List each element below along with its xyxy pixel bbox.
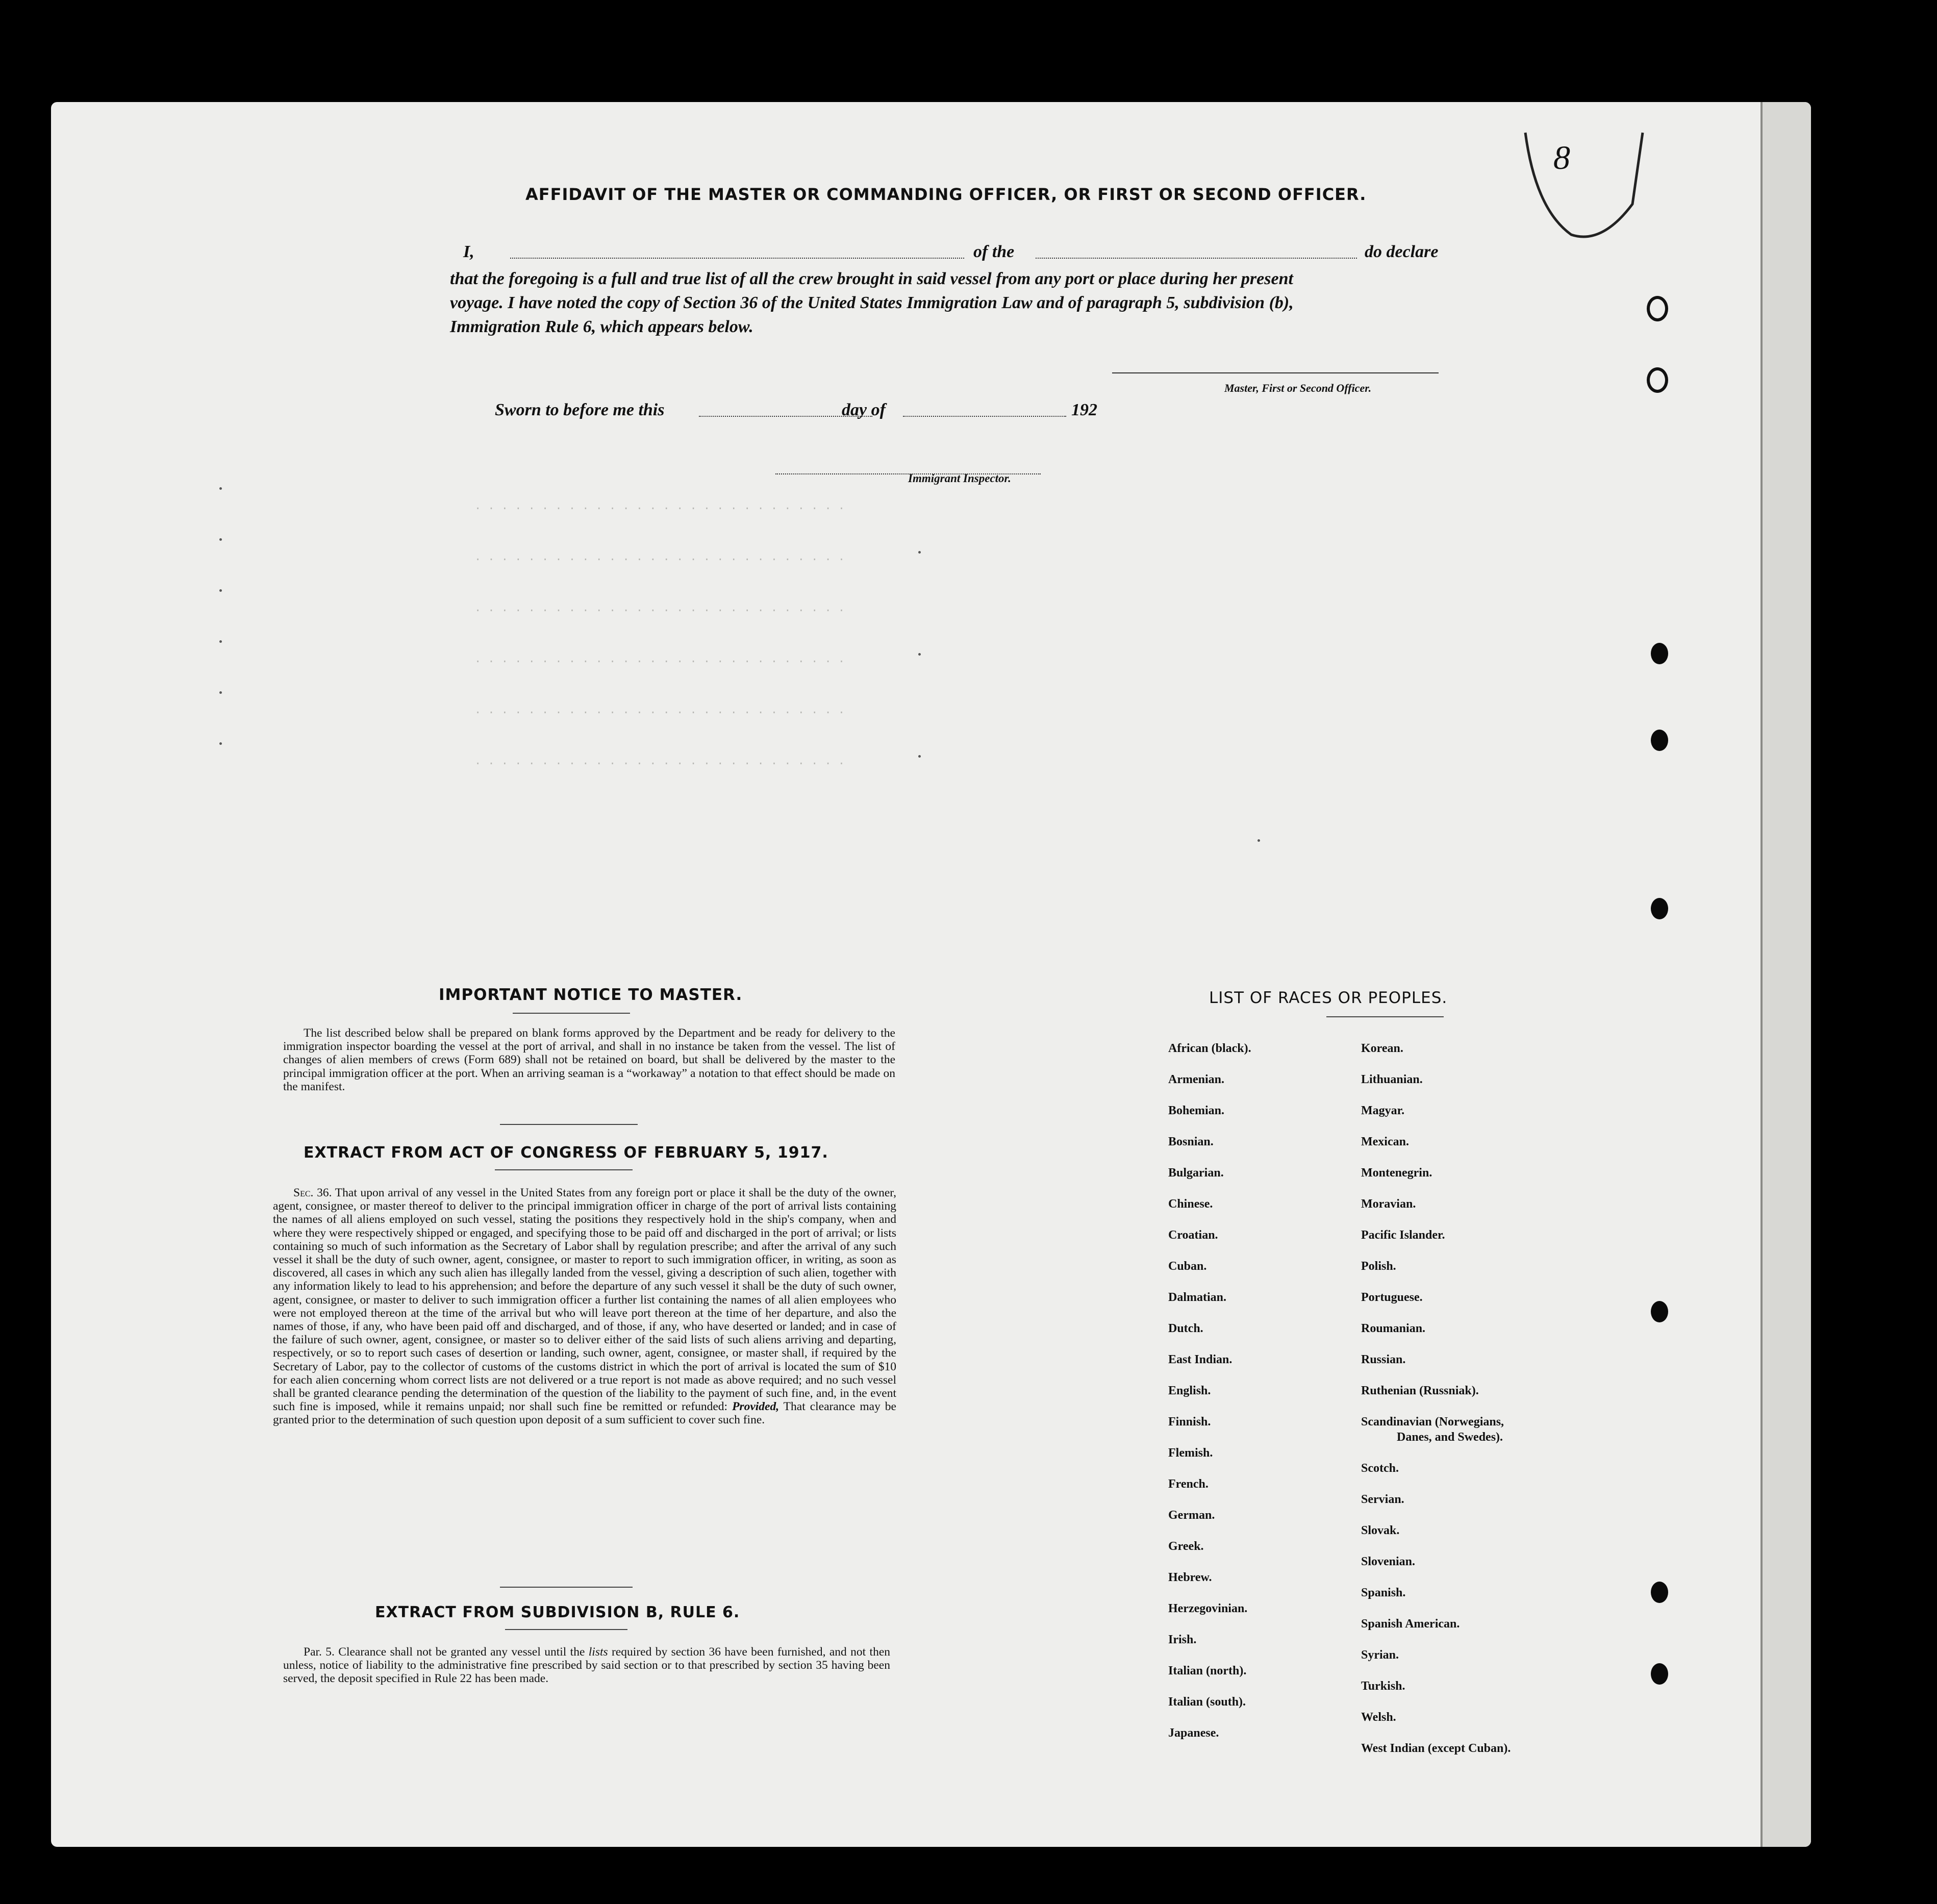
rule-lists-word: lists: [588, 1645, 608, 1659]
race-item: Chinese.: [1168, 1197, 1213, 1211]
race-item: Croatian.: [1168, 1229, 1218, 1242]
divider: [495, 1169, 633, 1170]
race-item: Russian.: [1361, 1353, 1406, 1366]
race-item: Irish.: [1168, 1633, 1197, 1646]
speck: [219, 691, 222, 694]
race-item: Polish.: [1361, 1260, 1396, 1273]
rule-text-a: Clearance shall not be granted any vessel until the: [338, 1645, 585, 1659]
affidavit-line-2: that the foregoing is a full and true list of all the crew brought in said vessel from any port or place during her present: [450, 269, 1293, 288]
race-item: Servian.: [1361, 1493, 1404, 1506]
speck: [219, 487, 222, 490]
race-item: Lithuanian.: [1361, 1073, 1423, 1086]
affidavit-declare: do declare: [1365, 242, 1439, 261]
punch-hole-icon: [1651, 730, 1668, 751]
races-right-column: [1361, 1042, 1511, 1773]
race-item: Pacific Islander.: [1361, 1229, 1445, 1242]
race-item: West Indian (except Cuban).: [1361, 1742, 1511, 1755]
race-item: Bohemian.: [1168, 1104, 1225, 1117]
speck: [918, 653, 921, 656]
races-left-column: [1168, 1042, 1251, 1758]
speck: [918, 551, 921, 554]
race-item: Spanish American.: [1361, 1617, 1460, 1631]
inspector-label: Immigrant Inspector.: [908, 472, 1011, 485]
race-item: Greek.: [1168, 1540, 1204, 1553]
punch-hole-icon: [1651, 1301, 1668, 1322]
race-item: German.: [1168, 1509, 1215, 1522]
race-item: Dalmatian.: [1168, 1291, 1226, 1304]
section-36-text: That upon arrival of any vessel in the United States from any foreign port or place it shall be the duty of the owner, agent, consignee, or master thereof to deliver to the principal immigration officer in charge of the port of arrival lists containing the names of all aliens employed on such vessel, stating the positions they respectively hold in the ship's company, when and where they were respectively shipped or engaged, and specifying those to be paid off and discharged in the port of arrival; or lists containing so much of such information as the Secretary of Labor shall by regulation prescribe; and after the arrival of any such vessel it shall be the duty of such owner, agent, consignee, or master to report to such immigration officer, in writing, as soon as discovered, all cases in which any such alien has illegally landed from the vessel, giving a description of such alien, together with any information likely to lead to his apprehension; and before the departure of any such vessel it shall be the duty of such owner, agent, consignee, or master to deliver to such immigration officer a further list containing the names of all alien employees who were not employed thereon at the time of the arrival but who will leave port thereon at the time of her departure, and also the names of those, if any, who have been paid off and discharged, and of those, if any, who have deserted or landed; and in case of the failure of such owner, agent, consignee, or master so to deliver either of the said lists of such aliens arriving and departing, respectively, or so to report such cases of desertion or landing, such owner, agent, consignee, or master shall, if required by the Secretary of Labor, pay to the collector of customs of the customs district in which the port of arrival is located the sum of $10 for each alien concerning whom correct lists are not delivered or a true report is not made as above required; and no such vessel shall be granted clearance pending the determination of the question of the liability to the payment of such fine, and, in the event such fine is imposed, while it remains unpaid; nor shall such fine be remitted or refunded:: [273, 1186, 897, 1414]
divider: [513, 1013, 630, 1014]
race-item: French.: [1168, 1477, 1209, 1491]
race-item: Bulgarian.: [1168, 1166, 1224, 1180]
race-item: Magyar.: [1361, 1104, 1405, 1117]
race-item: Danes, and Swedes).: [1397, 1431, 1503, 1444]
notice-heading: IMPORTANT NOTICE TO MASTER.: [439, 986, 743, 1004]
race-item: Hebrew.: [1168, 1571, 1212, 1584]
speck: [219, 538, 222, 541]
extract-rule-heading: EXTRACT FROM SUBDIVISION B, RULE 6.: [375, 1604, 740, 1621]
race-item: Ruthenian (Russniak).: [1361, 1384, 1479, 1397]
race-item: Slovenian.: [1361, 1555, 1416, 1568]
section-label: Sec. 36.: [293, 1186, 332, 1199]
race-item: English.: [1168, 1384, 1211, 1397]
speck: [219, 589, 222, 592]
proviso-text: That clearance may be granted prior to the determination of such question upon deposit of a sum sufficient to cover such fine.: [273, 1400, 896, 1427]
punch-hole-icon: [1651, 1582, 1668, 1603]
race-item: African (black).: [1168, 1042, 1251, 1055]
divider: [505, 1629, 627, 1630]
bleed-through-text: . . . . . . . . . . . . . . . . . . . . . . . . . . . .: [474, 653, 845, 666]
sworn-month-fill-line[interactable]: [903, 416, 1066, 417]
proviso-label: Provided,: [732, 1400, 779, 1414]
speck: [1257, 839, 1260, 842]
race-item: Japanese.: [1168, 1726, 1219, 1740]
race-item: Flemish.: [1168, 1446, 1213, 1460]
punch-hole-icon: [1647, 367, 1668, 393]
par-label: Par. 5.: [304, 1645, 335, 1659]
bleed-through-text: . . . . . . . . . . . . . . . . . . . . . . . . . . . .: [474, 704, 845, 717]
races-heading: LIST OF RACES OR PEOPLES.: [1209, 989, 1448, 1007]
punch-hole-icon: [1651, 898, 1668, 919]
speck: [219, 640, 222, 643]
divider: [500, 1587, 633, 1588]
race-item: Syrian.: [1361, 1648, 1399, 1662]
divider: [500, 1124, 638, 1125]
notice-body: The list described below shall be prepared on blank forms approved by the Department and be ready for delivery to the immigration inspector boarding the vessel at the port of arrival, and shall in no instance be taken from the vessel. The list of changes of alien members of crews (Form 689) shall not be retained on board, but shall be delivered by the master to the principal immigration officer at the port. When an arriving seaman is a “workaway” a notation to that effect should be made on the manifest.: [283, 1026, 895, 1093]
race-item: Italian (south).: [1168, 1695, 1246, 1709]
master-label: Master, First or Second Officer.: [1224, 382, 1372, 394]
page-number: 8: [1553, 139, 1570, 177]
speck: [219, 742, 222, 745]
race-item: Herzegovinian.: [1168, 1602, 1248, 1615]
race-item: Montenegrin.: [1361, 1166, 1432, 1180]
sworn-day-of: day of: [842, 400, 886, 419]
punch-hole-icon: [1647, 296, 1668, 321]
race-item: Roumanian.: [1361, 1322, 1426, 1335]
divider: [1326, 1016, 1444, 1017]
bleed-through-text: . . . . . . . . . . . . . . . . . . . . . . . . . . . .: [474, 500, 845, 513]
race-item: Slovak.: [1361, 1524, 1400, 1537]
speck: [918, 755, 921, 758]
race-item: Turkish.: [1361, 1680, 1405, 1693]
punch-hole-icon: [1651, 643, 1668, 664]
extract-rule-body: [283, 1645, 890, 1686]
sworn-prefix: Sworn to before me this: [495, 400, 665, 419]
affidavit-of-the: of the: [973, 242, 1015, 261]
page-edge-strip: [1760, 102, 1811, 1847]
race-item: Portuguese.: [1361, 1291, 1423, 1304]
rule-text-b: required by section 36 have been furnished, and not then unless, notice of liability to the administrative fine prescribed by said section or to that prescribed by section 35 having been served, the deposit specified in Rule 22 has been made.: [283, 1645, 891, 1686]
race-item: Scotch.: [1361, 1462, 1399, 1475]
extract-act-body: [273, 1186, 896, 1427]
affidavit-heading: AFFIDAVIT OF THE MASTER OR COMMANDING OFFICER, OR FIRST OR SECOND OFFICER.: [525, 185, 1367, 204]
race-item: Dutch.: [1168, 1322, 1203, 1335]
punch-hole-icon: [1651, 1663, 1668, 1685]
race-item: Spanish.: [1361, 1586, 1406, 1599]
race-item: Cuban.: [1168, 1260, 1207, 1273]
race-item: Mexican.: [1361, 1135, 1409, 1148]
race-item: Welsh.: [1361, 1711, 1396, 1724]
bleed-through-text: . . . . . . . . . . . . . . . . . . . . . . . . . . . .: [474, 602, 845, 615]
master-signature-line[interactable]: [1112, 372, 1439, 373]
race-item: Korean.: [1361, 1042, 1403, 1055]
bleed-through-text: . . . . . . . . . . . . . . . . . . . . . . . . . . . .: [474, 551, 845, 564]
race-item: Bosnian.: [1168, 1135, 1214, 1148]
race-item: East Indian.: [1168, 1353, 1232, 1366]
race-item: Moravian.: [1361, 1197, 1416, 1211]
affidavit-line-3: voyage. I have noted the copy of Section 36 of the United States Immigration Law and of paragraph 5, subdivision (b),: [450, 293, 1294, 312]
bleed-through-text: . . . . . . . . . . . . . . . . . . . . . . . . . . . .: [474, 755, 845, 768]
extract-act-heading: EXTRACT FROM ACT OF CONGRESS OF FEBRUARY 5, 1917.: [304, 1144, 828, 1162]
affidavit-line-4: Immigration Rule 6, which appears below.: [450, 317, 753, 336]
form-sheet: [51, 102, 1811, 1847]
race-item: Finnish.: [1168, 1415, 1211, 1429]
race-item: Italian (north).: [1168, 1664, 1247, 1677]
affidavit-i: I,: [463, 242, 474, 261]
race-item: Armenian.: [1168, 1073, 1224, 1086]
handwritten-page-number-icon: [1505, 128, 1658, 260]
vessel-fill-line[interactable]: [1036, 258, 1357, 259]
sworn-year: 192: [1071, 400, 1097, 419]
race-item: Scandinavian (Norwegians,: [1361, 1415, 1504, 1429]
name-fill-line[interactable]: [510, 258, 964, 259]
